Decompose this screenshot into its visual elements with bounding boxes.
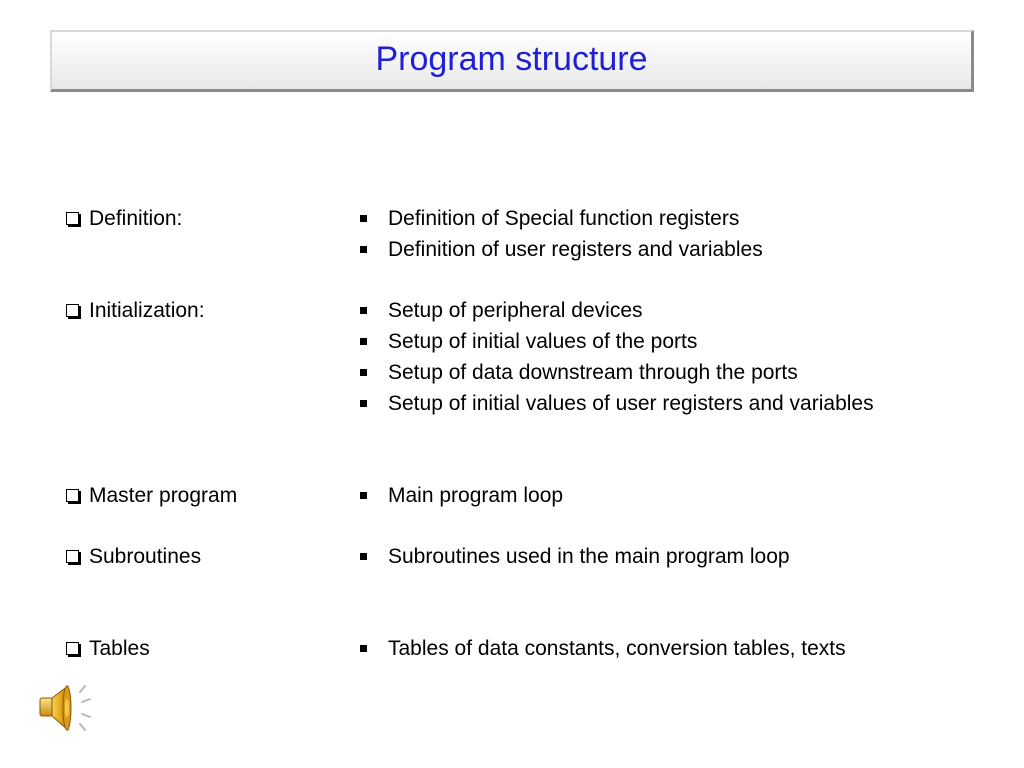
checkbox-bullet-icon bbox=[66, 212, 79, 225]
section-label-row bbox=[66, 541, 201, 572]
square-bullet-icon bbox=[360, 338, 367, 345]
section-items bbox=[360, 203, 960, 265]
list-item: Subroutines used in the main program loop bbox=[360, 541, 960, 572]
square-bullet-icon bbox=[360, 307, 367, 314]
list-item: Setup of data downstream through the ports bbox=[360, 357, 960, 388]
checkbox-bullet-icon bbox=[66, 489, 79, 502]
list-item: Definition of user registers and variables bbox=[360, 234, 960, 265]
section-items bbox=[360, 633, 960, 664]
square-bullet-icon bbox=[360, 246, 367, 253]
square-bullet-icon bbox=[360, 645, 367, 652]
list-item: Main program loop bbox=[360, 480, 960, 511]
square-bullet-icon bbox=[360, 369, 367, 376]
checkbox-bullet-icon bbox=[66, 304, 79, 317]
square-bullet-icon bbox=[360, 400, 367, 407]
section-label: Master program bbox=[89, 484, 238, 507]
section-items bbox=[360, 541, 960, 572]
section-label-row bbox=[66, 295, 205, 326]
section-label: Initialization: bbox=[89, 299, 205, 322]
speaker-icon-graphic bbox=[36, 680, 98, 736]
section-label-row bbox=[66, 203, 182, 234]
square-bullet-icon bbox=[360, 215, 367, 222]
section-items bbox=[360, 295, 960, 419]
section-label: Definition: bbox=[89, 207, 183, 230]
square-bullet-icon bbox=[360, 553, 367, 560]
section-items bbox=[360, 480, 960, 511]
slide-title-bar bbox=[50, 30, 974, 92]
page-title: Program structure bbox=[375, 39, 648, 78]
list-item: Definition of Special function registers bbox=[360, 203, 960, 234]
speaker-icon[interactable] bbox=[36, 680, 98, 736]
list-item: Setup of initial values of the ports bbox=[360, 326, 960, 357]
checkbox-bullet-icon bbox=[66, 550, 79, 563]
list-item: Setup of initial values of user registers and variables bbox=[360, 388, 960, 419]
square-bullet-icon bbox=[360, 492, 367, 499]
section-label-row bbox=[66, 633, 150, 664]
section-label: Tables bbox=[89, 637, 150, 660]
list-item: Setup of peripheral devices bbox=[360, 295, 960, 326]
section-label: Subroutines bbox=[89, 545, 202, 568]
section-label-row bbox=[66, 480, 237, 511]
list-item: Tables of data constants, conversion tables, texts bbox=[360, 633, 960, 664]
checkbox-bullet-icon bbox=[66, 642, 79, 655]
